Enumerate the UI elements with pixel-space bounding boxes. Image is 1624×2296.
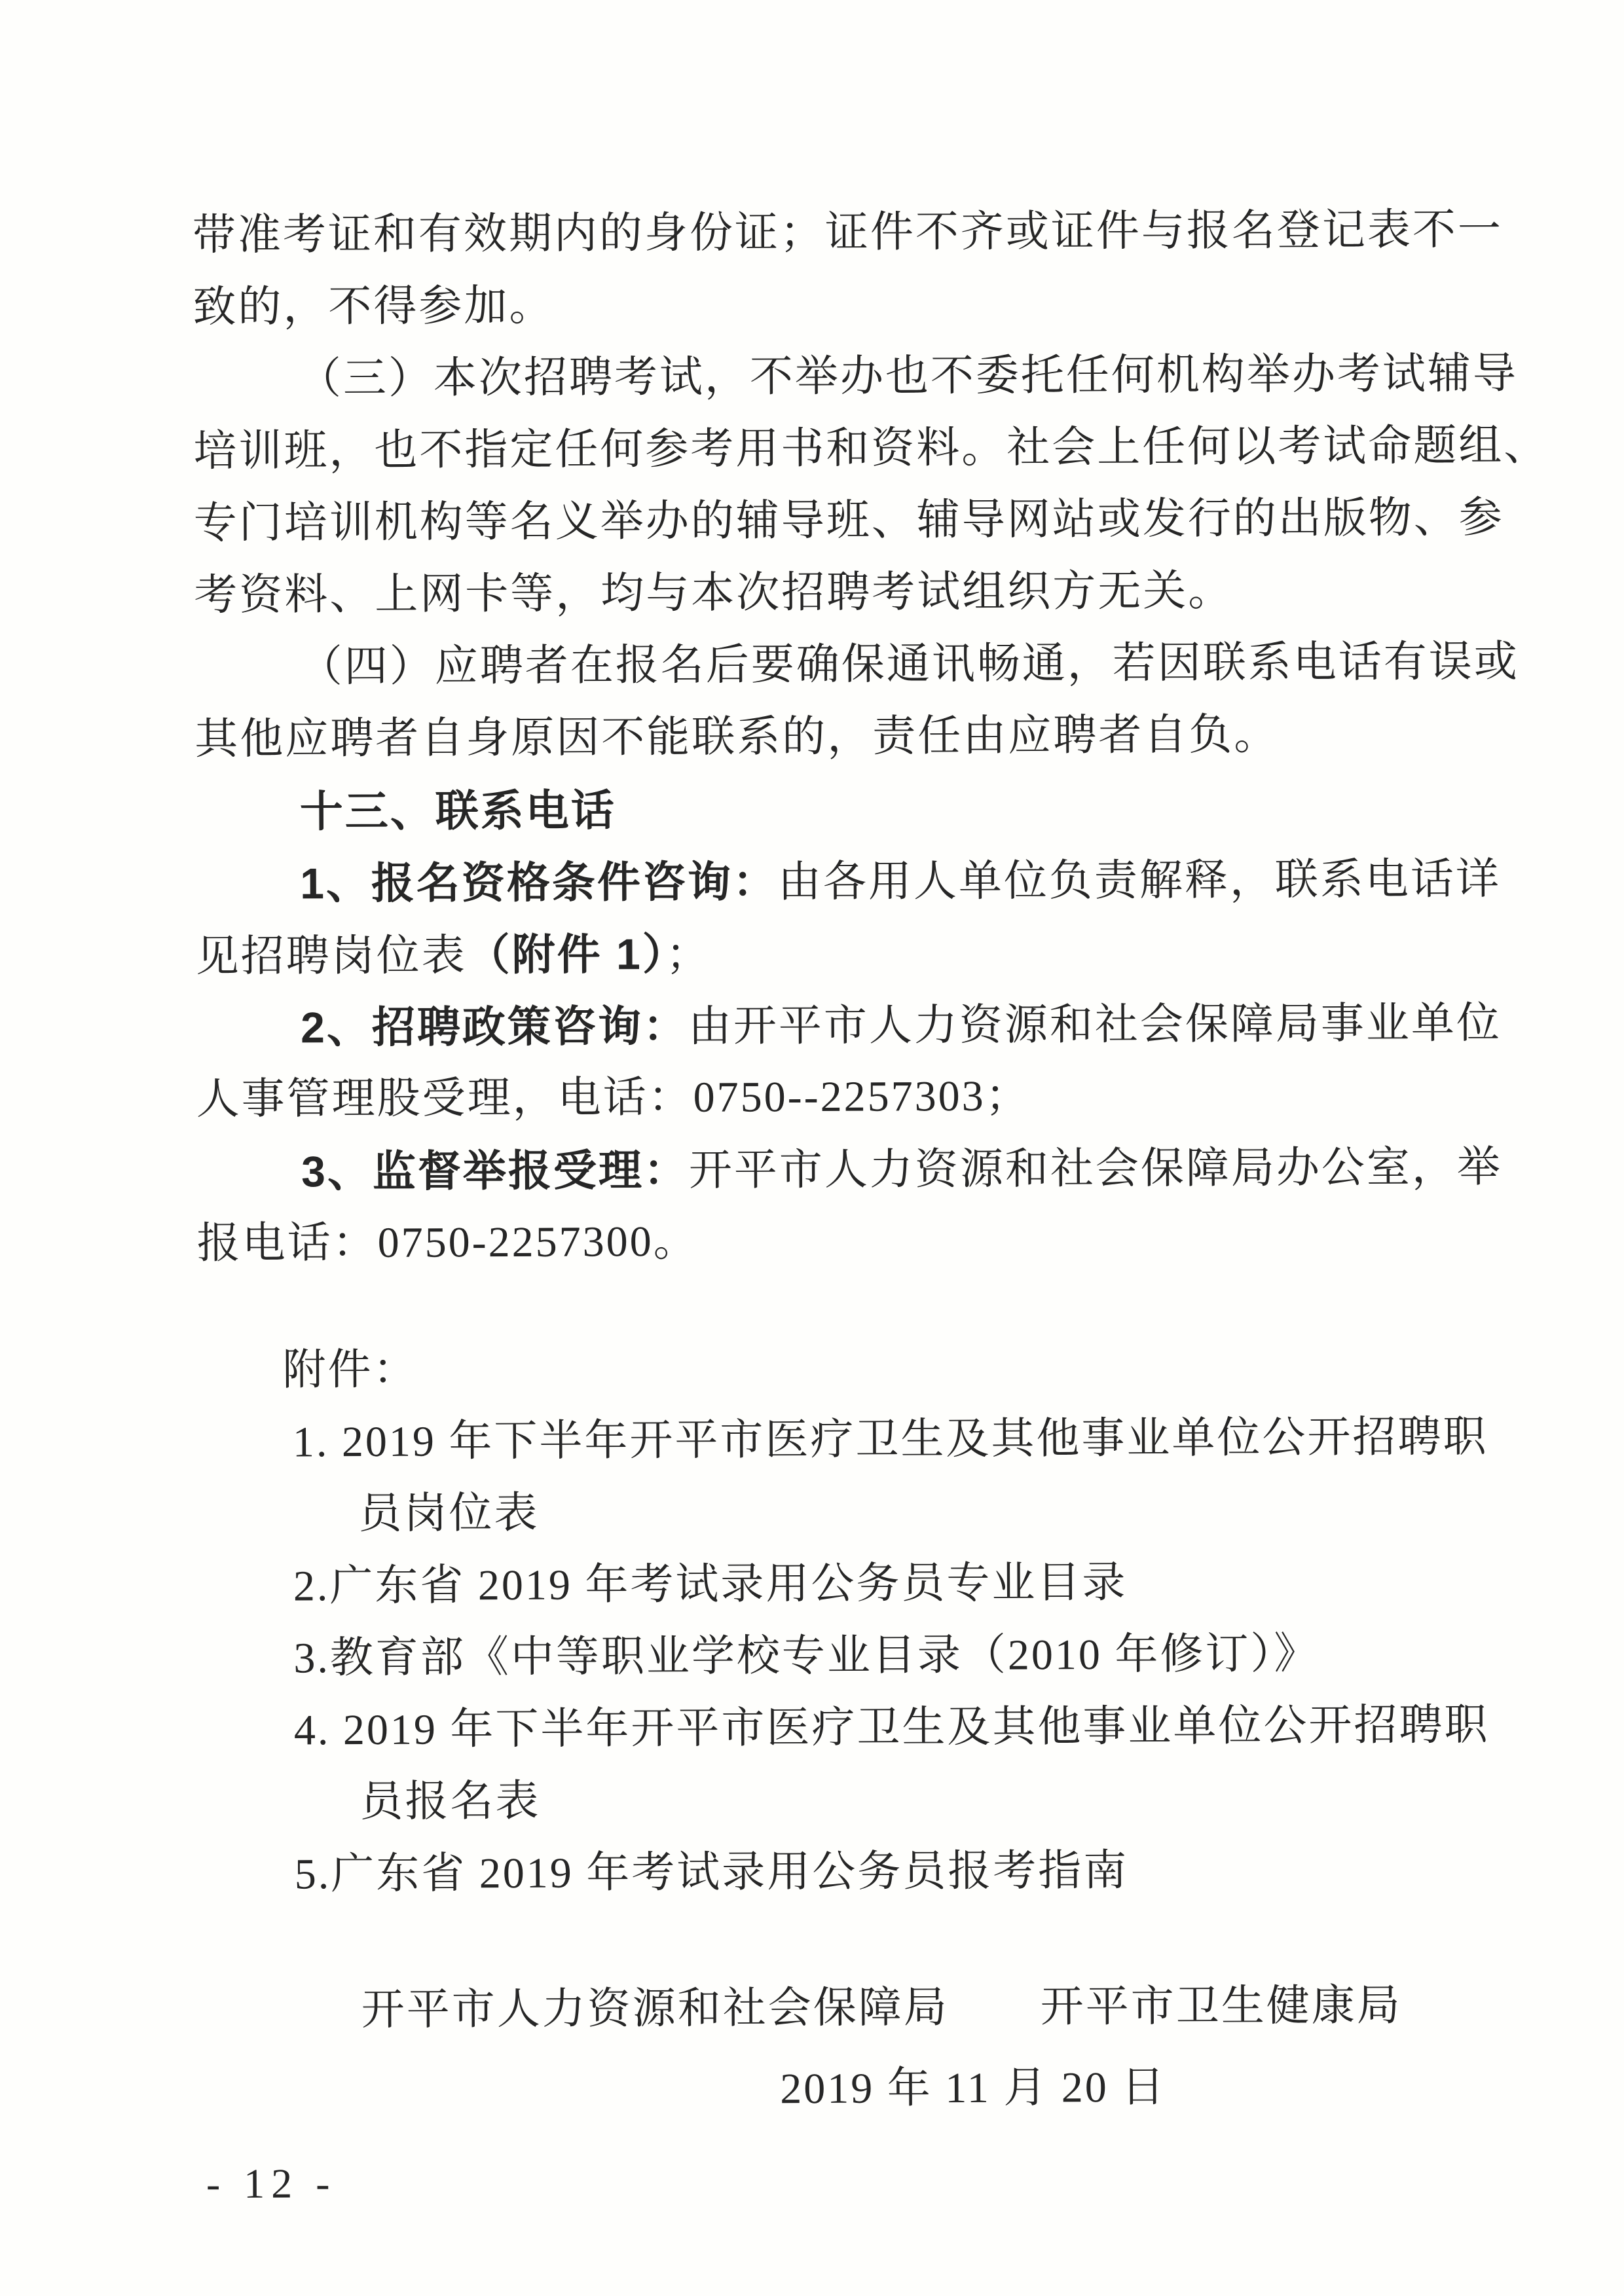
body-text-line	[196, 1130, 1552, 1208]
signature-row	[361, 1970, 1402, 2047]
text-segment: 见招聘岗位表	[195, 932, 467, 981]
signature-org-1: 开平市人力资源和社会保障局	[361, 1984, 949, 2035]
text-segment: 致的，不得参加。	[193, 282, 555, 332]
bold-text-segment: （附件 1）	[466, 929, 666, 979]
text-segment: 1. 2019 年下半年开平市医疗卫生及其他事业单位公开招聘职	[292, 1413, 1488, 1467]
attachment-line	[198, 1473, 1488, 1551]
body-text-line	[196, 1058, 1551, 1136]
text-segment: 专门培训机构等名义举办的辅导班、辅导网站或发行的出版物、参	[193, 494, 1504, 548]
body-text-line	[194, 698, 1550, 776]
attachments-section	[197, 1330, 1490, 1912]
page-number: - 12 -	[206, 2160, 337, 2208]
text-segment: 由各用人单位负责解释，联系电话详	[777, 855, 1502, 907]
text-segment: 报电话：0750-2257300。	[196, 1217, 699, 1268]
body-text-line	[195, 842, 1551, 920]
attachment-line	[198, 1402, 1488, 1480]
attachment-line	[200, 1833, 1490, 1911]
bold-text-segment: 1、报名资格条件咨询：	[300, 857, 779, 908]
text-segment: 员报名表	[360, 1777, 541, 1827]
text-segment: 员岗位表	[358, 1489, 540, 1539]
text-segment: 开平市人力资源和社会保障局办公室，举	[688, 1143, 1503, 1195]
attachment-line	[198, 1617, 1489, 1695]
attachment-line	[199, 1689, 1490, 1767]
body-text-line	[193, 338, 1549, 416]
text-segment: 附件：	[282, 1345, 418, 1394]
text-segment: 3.教育部《中等职业学校专业目录（2010 年修订）》	[293, 1630, 1320, 1683]
bold-text-segment: 2、招聘政策咨询：	[301, 1001, 689, 1052]
text-segment: 5.广东省 2019 年考试录用公务员报考指南	[294, 1846, 1129, 1899]
text-segment: 人事管理股受理，电话：0750--2257303；	[196, 1072, 1031, 1124]
body-paragraphs	[193, 194, 1553, 1280]
body-text-line	[194, 626, 1550, 704]
text-segment: 2.广东省 2019 年考试录用公务员专业目录	[293, 1558, 1128, 1611]
text-segment: 4. 2019 年下半年开平市医疗卫生及其他事业单位公开招聘职	[293, 1701, 1490, 1755]
body-text-line	[196, 986, 1551, 1064]
signature-gap	[949, 2021, 1041, 2022]
text-segment: （三）本次招聘考试，不举办也不委托任何机构举办考试辅导	[297, 350, 1519, 403]
body-text-line	[194, 482, 1549, 560]
text-segment: 考资料、上网卡等，均与本次招聘考试组织方无关。	[194, 567, 1234, 620]
text-segment: （四）应聘者在报名后要确保通讯畅通，若因联系电话有误或	[299, 638, 1519, 691]
text-segment: 带准考证和有效期内的身份证；证件不齐或证件与报名登记表不一	[192, 206, 1504, 260]
text-segment: 培训班，也不指定任何参考用书和资料。社会上任何以考试命题组、	[193, 422, 1549, 476]
body-text-line	[195, 914, 1551, 992]
body-text-line	[195, 770, 1551, 848]
bold-text-segment: 3、监督举报受理：	[301, 1145, 690, 1196]
text-segment: 其他应聘者自身原因不能联系的，责任由应聘者自负。	[194, 710, 1280, 764]
text-segment: ；	[665, 930, 711, 979]
body-text-line	[193, 266, 1548, 344]
attachment-line	[197, 1330, 1488, 1408]
body-text-line	[193, 194, 1548, 272]
attachment-line	[198, 1545, 1489, 1623]
attachment-line	[199, 1761, 1490, 1839]
body-text-line	[196, 1202, 1552, 1280]
signature-org-2: 开平市卫生健康局	[1040, 1982, 1402, 2032]
body-text-line	[194, 554, 1549, 632]
signature-date: 2019 年 11 月 20 日	[780, 2063, 1167, 2113]
bold-text-segment: 十三、联系电话	[299, 786, 616, 836]
text-segment: 由开平市人力资源和社会保障局事业单位	[688, 999, 1502, 1051]
body-text-line	[193, 410, 1549, 488]
